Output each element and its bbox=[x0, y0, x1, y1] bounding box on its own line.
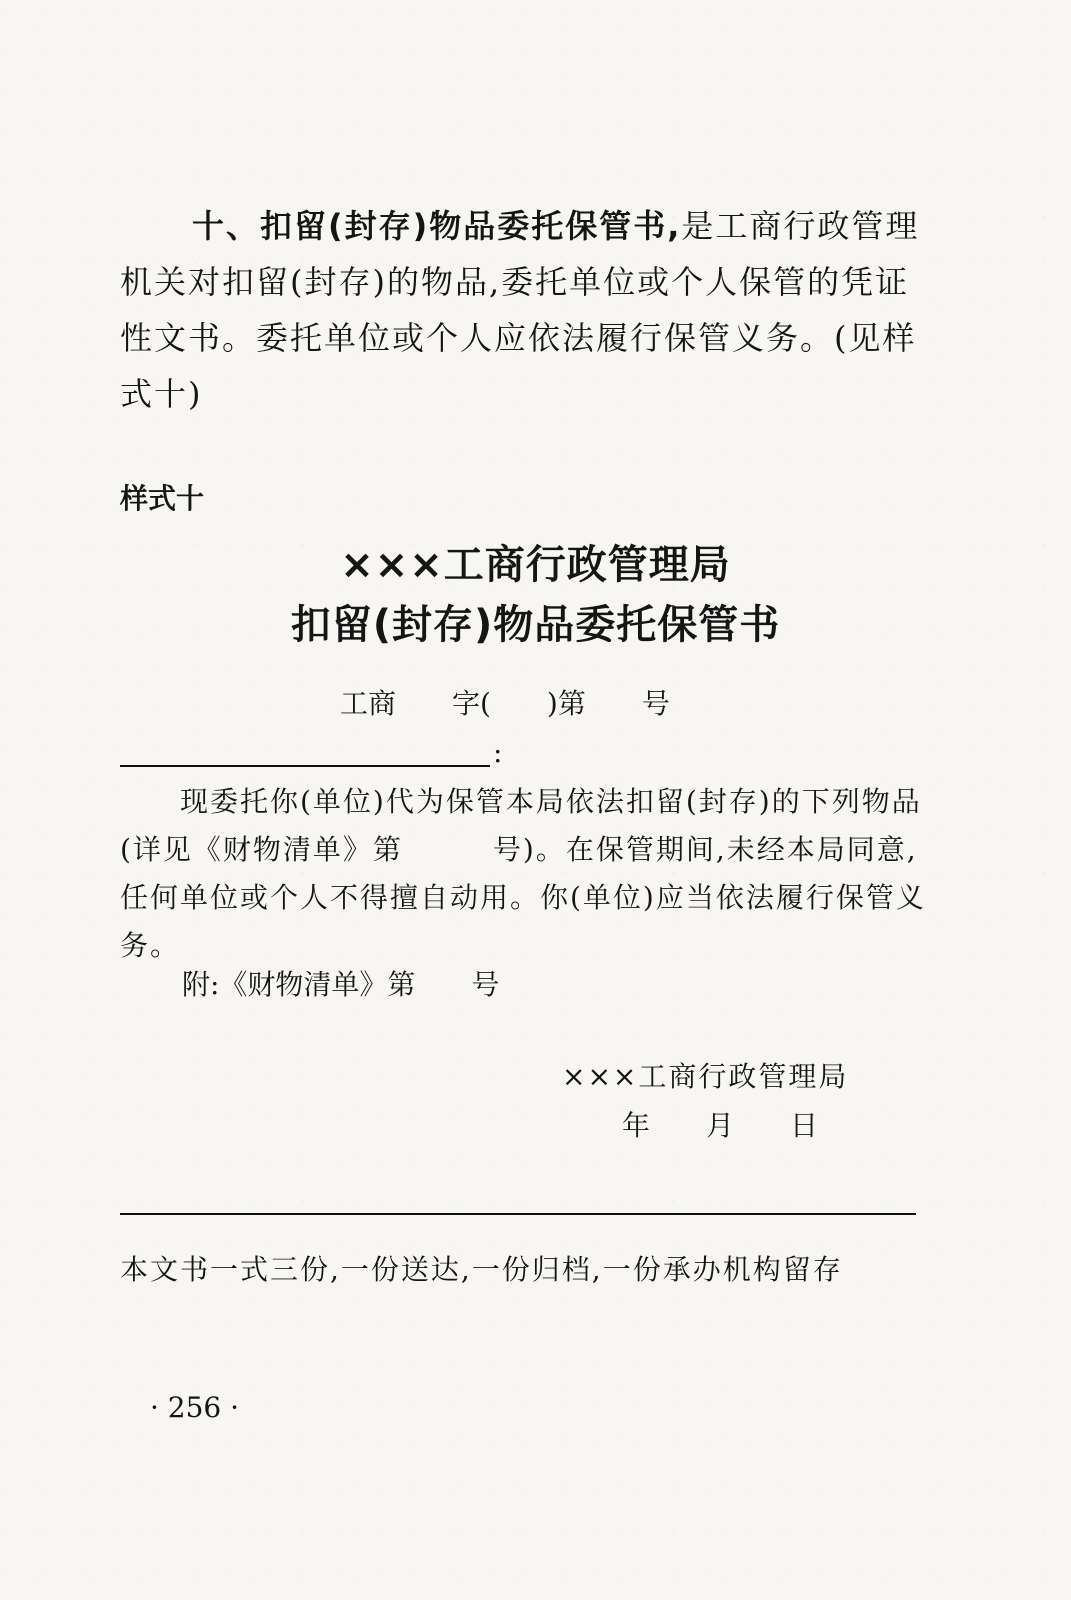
form-title-line1: ×××工商行政管理局 bbox=[340, 542, 731, 588]
page-number: · 256 · bbox=[150, 1391, 240, 1424]
document-number: 工商 字( )第 号 bbox=[340, 687, 670, 720]
attachment-line: 附:《财物清单》第 号 bbox=[182, 968, 500, 1001]
signature-organization: ×××工商行政管理局 bbox=[562, 1060, 849, 1093]
intro-paragraph bbox=[120, 198, 935, 422]
intro-heading: 十、扣留(封存)物品委托保管书, bbox=[192, 207, 682, 245]
recipient-colon: : bbox=[493, 736, 503, 769]
signature-date: 年 月 日 bbox=[622, 1109, 819, 1142]
form-title-line2: 扣留(封存)物品委托保管书 bbox=[290, 602, 781, 648]
recipient-blank-line bbox=[120, 765, 490, 767]
form-body bbox=[120, 778, 928, 970]
sample-label: 样式十 bbox=[120, 482, 205, 515]
body-paragraph: 现委托你(单位)代为保管本局依法扣留(封存)的下列物品(详见《财物清单》第 号)。在保管期间,未经本局同意,任何单位或个人不得擅自动用。你(单位)应当依法履行保管义务。 bbox=[120, 785, 926, 962]
footnote-divider bbox=[120, 1213, 916, 1215]
intro-text: 是工商行政管理机关对扣留(封存)的物品,委托单位或个人保管的凭证性文书。委托单位或个人应依法履行保管义务。(见样式十) bbox=[120, 207, 920, 413]
footnote-text: 本文书一式三份,一份送达,一份归档,一份承办机构留存 bbox=[120, 1253, 843, 1286]
